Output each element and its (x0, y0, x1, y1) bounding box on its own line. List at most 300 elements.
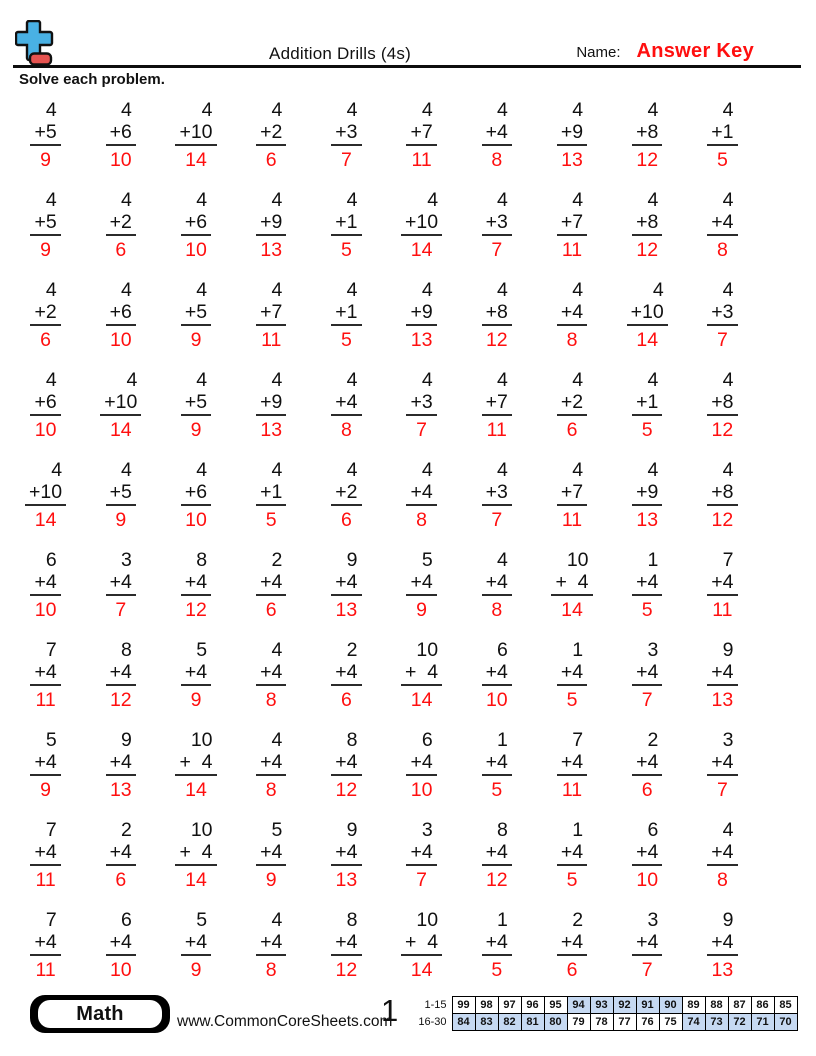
addend-bottom: +4 (181, 661, 211, 686)
answer: 7 (641, 959, 653, 981)
addend-top: 4 (722, 369, 734, 391)
problem-cell (234, 729, 309, 801)
addend-top: 4 (51, 459, 63, 481)
addend-bottom: +6 (181, 211, 211, 236)
addend-top: 4 (421, 279, 433, 301)
addend-top: 4 (346, 369, 358, 391)
problem-cell (685, 909, 760, 981)
answer: 14 (185, 779, 207, 801)
problem-cell (83, 369, 158, 441)
addend-top: 4 (497, 369, 508, 391)
addend-bottom: +4 (707, 571, 737, 596)
problem-cell (459, 819, 534, 891)
problem-cell (158, 369, 233, 441)
addend-bottom: +9 (406, 301, 436, 326)
addend-top: 1 (647, 549, 659, 571)
addend-top: 10 (190, 819, 213, 841)
problem-r2-c4 (256, 189, 286, 261)
problem-cell (83, 639, 158, 711)
addend-top: 4 (497, 549, 508, 571)
answer: 13 (260, 239, 283, 261)
problem-r7-c1 (30, 639, 60, 711)
score-cell: 92 (613, 997, 636, 1014)
problem-r5-c5 (331, 459, 361, 531)
website-text: www.CommonCoreSheets.com (177, 1013, 393, 1030)
answer: 5 (340, 239, 352, 261)
addend-bottom: +1 (331, 301, 361, 326)
addend-bottom: +8 (632, 211, 662, 236)
addend-top: 4 (271, 639, 283, 661)
addend-bottom: +4 (707, 661, 737, 686)
addend-top: 9 (346, 819, 358, 841)
problem-cell (459, 279, 534, 351)
addend-top: 4 (572, 459, 584, 481)
problem-cell (685, 189, 760, 261)
answer: 9 (40, 239, 52, 261)
problem-r9-c3 (175, 819, 216, 891)
addend-bottom: +10 (175, 121, 216, 146)
problem-cell (8, 369, 83, 441)
math-badge-label: Math (38, 1000, 162, 1028)
problem-cell (309, 639, 384, 711)
problem-cell (158, 279, 233, 351)
problem-r3-c10 (707, 279, 737, 351)
answer: 5 (491, 959, 503, 981)
problem-cell (384, 729, 459, 801)
addend-bottom: +8 (632, 121, 662, 146)
score-table-body (414, 997, 797, 1031)
problem-r7-c9 (632, 639, 662, 711)
addend-bottom: + 4 (175, 751, 216, 776)
problem-cell (459, 729, 534, 801)
addend-bottom: +5 (30, 121, 60, 146)
addend-top: 4 (722, 459, 734, 481)
addend-top: 2 (572, 909, 584, 931)
addend-top: 4 (271, 459, 283, 481)
answer: 9 (265, 869, 277, 891)
addend-top: 5 (45, 729, 57, 751)
problem-r8-c4 (256, 729, 286, 801)
addend-bottom: +4 (331, 751, 361, 776)
problem-r8-c5 (331, 729, 361, 801)
problem-r2-c9 (632, 189, 662, 261)
problem-cell (234, 99, 309, 171)
problem-cell (83, 549, 158, 621)
answer: 12 (711, 419, 734, 441)
problems-grid (8, 99, 760, 981)
problem-cell (234, 819, 309, 891)
problem-cell (685, 549, 760, 621)
answer: 10 (185, 239, 207, 261)
problem-cell (234, 279, 309, 351)
problem-r8-c8 (557, 729, 587, 801)
answer: 8 (716, 869, 728, 891)
problem-cell (534, 459, 609, 531)
problem-cell (459, 639, 534, 711)
addend-top: 4 (722, 279, 734, 301)
score-row (414, 1014, 797, 1031)
addend-top: 4 (271, 729, 283, 751)
addend-bottom: +4 (557, 301, 587, 326)
problem-r3-c6 (406, 279, 436, 351)
score-range-label: 1-15 (424, 999, 447, 1011)
addend-bottom: +4 (482, 931, 512, 956)
problem-cell (685, 369, 760, 441)
addend-bottom: +5 (181, 301, 211, 326)
problem-cell (8, 459, 83, 531)
score-range-label: 16-30 (418, 1016, 447, 1028)
addend-bottom: +4 (707, 931, 737, 956)
answer: 11 (261, 329, 282, 351)
addend-top: 4 (497, 279, 508, 301)
answer: 5 (491, 779, 503, 801)
score-cell: 96 (521, 997, 544, 1014)
addend-bottom: +4 (482, 751, 512, 776)
answer: 7 (340, 149, 352, 171)
addend-bottom: +7 (406, 121, 436, 146)
problem-r1-c2 (106, 99, 136, 171)
answer: 10 (34, 599, 57, 621)
addend-top: 5 (196, 909, 208, 931)
addend-bottom: +4 (30, 661, 60, 686)
addend-bottom: +4 (482, 121, 512, 146)
answer: 9 (416, 599, 428, 621)
addend-top: 7 (722, 549, 734, 571)
addend-top: 4 (196, 459, 208, 481)
problem-cell (610, 99, 685, 171)
problem-r1-c7 (482, 99, 512, 171)
problem-cell (8, 909, 83, 981)
problem-cell (234, 189, 309, 261)
problem-r5-c3 (181, 459, 211, 531)
addend-bottom: +7 (557, 481, 587, 506)
addend-bottom: +4 (331, 661, 361, 686)
addend-bottom: +4 (30, 571, 60, 596)
addend-top: 4 (121, 279, 132, 301)
problem-cell (234, 369, 309, 441)
problem-cell (309, 459, 384, 531)
problem-cell (610, 909, 685, 981)
answer: 14 (410, 689, 433, 711)
answer: 11 (561, 239, 583, 261)
addend-bottom: +4 (557, 661, 587, 686)
score-cell: 90 (659, 997, 682, 1014)
problem-r5-c10 (707, 459, 737, 531)
addend-top: 4 (722, 819, 734, 841)
problem-cell (8, 639, 83, 711)
answer: 5 (566, 869, 578, 891)
addend-top: 2 (346, 639, 358, 661)
problem-r9-c7 (482, 819, 512, 891)
problem-r6-c7 (482, 549, 512, 621)
addend-bottom: +4 (106, 841, 136, 866)
answer: 5 (265, 509, 277, 531)
addend-bottom: +4 (482, 841, 512, 866)
score-cell: 86 (751, 997, 774, 1014)
problem-r5-c6 (406, 459, 436, 531)
addend-top: 4 (271, 279, 283, 301)
addend-bottom: +1 (632, 391, 662, 416)
answer: 10 (109, 959, 132, 981)
answer: 13 (335, 869, 358, 891)
problem-cell (158, 639, 233, 711)
problem-r9-c10 (707, 819, 737, 891)
problem-cell (234, 639, 309, 711)
addend-bottom: +6 (181, 481, 211, 506)
addend-bottom: +10 (401, 211, 442, 236)
problem-cell (685, 639, 760, 711)
score-cell: 74 (682, 1014, 705, 1031)
answer: 5 (566, 689, 578, 711)
addend-bottom: +5 (181, 391, 211, 416)
problem-r1-c10 (707, 99, 737, 171)
problem-cell (309, 99, 384, 171)
answer: 7 (491, 239, 503, 261)
instruction-text: Solve each problem. (19, 71, 165, 88)
addend-bottom: +7 (482, 391, 512, 416)
addend-top: 4 (421, 99, 433, 121)
score-cell: 89 (682, 997, 705, 1014)
problem-cell (83, 459, 158, 531)
answer: 9 (190, 959, 202, 981)
problem-r4-c6 (406, 369, 436, 441)
problem-r7-c7 (482, 639, 512, 711)
problem-cell (384, 189, 459, 261)
problem-r1-c4 (256, 99, 286, 171)
answer: 12 (335, 959, 358, 981)
addend-top: 3 (722, 729, 734, 751)
problem-cell (534, 189, 609, 261)
problem-r6-c4 (256, 549, 286, 621)
problem-r3-c4 (256, 279, 286, 351)
problem-cell (8, 189, 83, 261)
answer: 14 (185, 149, 207, 171)
addend-bottom: +4 (256, 661, 286, 686)
answer: 14 (410, 239, 433, 261)
answer: 13 (711, 959, 734, 981)
addend-top: 6 (421, 729, 433, 751)
problem-r4-c1 (30, 369, 60, 441)
answer: 5 (716, 149, 728, 171)
addend-top: 4 (346, 99, 358, 121)
answer: 7 (416, 419, 428, 441)
addend-bottom: +4 (30, 751, 60, 776)
problem-cell (8, 279, 83, 351)
answer: 7 (716, 779, 728, 801)
addend-bottom: +4 (331, 931, 361, 956)
problem-cell (459, 909, 534, 981)
addend-top: 4 (572, 369, 584, 391)
answer: 13 (260, 419, 283, 441)
score-cell: 88 (705, 997, 728, 1014)
problem-r9-c2 (106, 819, 136, 891)
addend-top: 4 (196, 189, 208, 211)
addend-bottom: +7 (256, 301, 286, 326)
addend-top: 8 (346, 729, 358, 751)
problem-cell (8, 729, 83, 801)
answer: 8 (265, 959, 277, 981)
addend-bottom: +4 (406, 841, 436, 866)
problem-cell (8, 819, 83, 891)
addend-top: 6 (45, 549, 57, 571)
answer: 14 (185, 869, 207, 891)
problem-cell (384, 639, 459, 711)
addend-bottom: +4 (256, 751, 286, 776)
answer: 13 (335, 599, 358, 621)
addend-top: 7 (45, 909, 57, 931)
answer: 8 (416, 509, 428, 531)
addend-top: 7 (572, 729, 584, 751)
score-cell: 83 (475, 1014, 498, 1031)
addend-bottom: +4 (331, 841, 361, 866)
problem-r2-c8 (557, 189, 587, 261)
problem-cell (459, 369, 534, 441)
problem-r2-c6 (401, 189, 442, 261)
problem-r5-c7 (482, 459, 512, 531)
problem-cell (459, 549, 534, 621)
problem-r8-c1 (30, 729, 60, 801)
problem-r2-c10 (707, 189, 737, 261)
addend-bottom: +10 (627, 301, 668, 326)
addend-bottom: + 4 (401, 661, 442, 686)
addend-top: 4 (126, 369, 138, 391)
answer: 10 (109, 149, 132, 171)
addend-bottom: +1 (331, 211, 361, 236)
addend-top: 4 (722, 99, 734, 121)
addend-bottom: +4 (30, 931, 60, 956)
addend-top: 3 (121, 549, 132, 571)
problem-r6-c10 (707, 549, 737, 621)
addend-bottom: +4 (181, 571, 211, 596)
problem-r10-c2 (106, 909, 136, 981)
problem-r10-c7 (482, 909, 512, 981)
addend-top: 4 (121, 459, 132, 481)
addend-top: 4 (572, 279, 584, 301)
problem-r5-c9 (632, 459, 662, 531)
worksheet-title: Addition Drills (4s) (269, 44, 411, 63)
addend-bottom: +3 (331, 121, 361, 146)
problem-cell (685, 99, 760, 171)
problem-r6-c9 (632, 549, 662, 621)
answer: 8 (265, 779, 277, 801)
score-cell: 87 (728, 997, 751, 1014)
addend-top: 9 (722, 909, 734, 931)
answer: 14 (636, 329, 659, 351)
addend-bottom: +4 (707, 841, 737, 866)
problem-cell (610, 729, 685, 801)
score-cell: 73 (705, 1014, 728, 1031)
addend-top: 4 (196, 369, 208, 391)
problem-r9-c1 (30, 819, 60, 891)
answer: 13 (561, 149, 583, 171)
addend-top: 4 (45, 99, 57, 121)
problem-r1-c5 (331, 99, 361, 171)
problem-cell (685, 459, 760, 531)
problem-r8-c10 (707, 729, 737, 801)
addend-bottom: +4 (106, 571, 136, 596)
addend-top: 4 (346, 279, 358, 301)
score-cell: 79 (567, 1014, 590, 1031)
answer: 7 (716, 329, 728, 351)
answer: 10 (410, 779, 433, 801)
addend-top: 4 (271, 369, 283, 391)
addend-bottom: +4 (106, 751, 136, 776)
score-cell: 80 (544, 1014, 567, 1031)
answer: 13 (410, 329, 433, 351)
score-cell: 95 (544, 997, 567, 1014)
problem-r6-c8 (551, 549, 592, 621)
problem-r10-c6 (401, 909, 442, 981)
addend-bottom: +4 (632, 751, 662, 776)
addend-top: 4 (497, 189, 508, 211)
addend-bottom: +5 (30, 211, 60, 236)
answer: 14 (410, 959, 433, 981)
problem-r3-c9 (627, 279, 668, 351)
score-table (414, 996, 798, 1031)
addend-bottom: +4 (406, 481, 436, 506)
addend-top: 7 (45, 819, 57, 841)
addend-bottom: +4 (256, 571, 286, 596)
addend-top: 4 (271, 909, 283, 931)
addend-bottom: +2 (331, 481, 361, 506)
addend-top: 8 (497, 819, 508, 841)
problem-r6-c6 (406, 549, 436, 621)
addend-bottom: +4 (632, 841, 662, 866)
addend-top: 5 (196, 639, 208, 661)
addend-bottom: +8 (707, 391, 737, 416)
addend-top: 4 (572, 99, 584, 121)
problem-cell (309, 369, 384, 441)
answer: 11 (561, 509, 583, 531)
problem-r9-c4 (256, 819, 286, 891)
problem-r5-c4 (256, 459, 286, 531)
answer: 10 (185, 509, 207, 531)
addend-top: 6 (647, 819, 659, 841)
problem-cell (459, 99, 534, 171)
problem-cell (309, 729, 384, 801)
answer: 8 (491, 149, 503, 171)
addend-bottom: +2 (30, 301, 60, 326)
problem-r10-c4 (256, 909, 286, 981)
answer: 11 (712, 599, 733, 621)
answer: 6 (115, 239, 127, 261)
problem-cell (685, 279, 760, 351)
addend-bottom: +7 (557, 211, 587, 236)
problem-cell (685, 729, 760, 801)
problem-cell (158, 459, 233, 531)
addend-top: 8 (346, 909, 358, 931)
problem-cell (234, 459, 309, 531)
problem-cell (384, 99, 459, 171)
addend-bottom: +1 (707, 121, 737, 146)
answer: 11 (411, 149, 432, 171)
addend-bottom: +10 (100, 391, 141, 416)
problem-cell (309, 189, 384, 261)
addend-bottom: +4 (557, 751, 587, 776)
answer: 11 (561, 779, 583, 801)
problem-r2-c1 (30, 189, 60, 261)
score-cell: 84 (452, 1014, 475, 1031)
addend-top: 4 (647, 99, 659, 121)
addend-top: 10 (566, 549, 589, 571)
addend-top: 6 (121, 909, 132, 931)
addend-bottom: +4 (181, 931, 211, 956)
answer: 12 (636, 239, 659, 261)
addend-top: 6 (497, 639, 508, 661)
problem-cell (610, 549, 685, 621)
answer: 6 (340, 689, 352, 711)
problem-cell (158, 99, 233, 171)
